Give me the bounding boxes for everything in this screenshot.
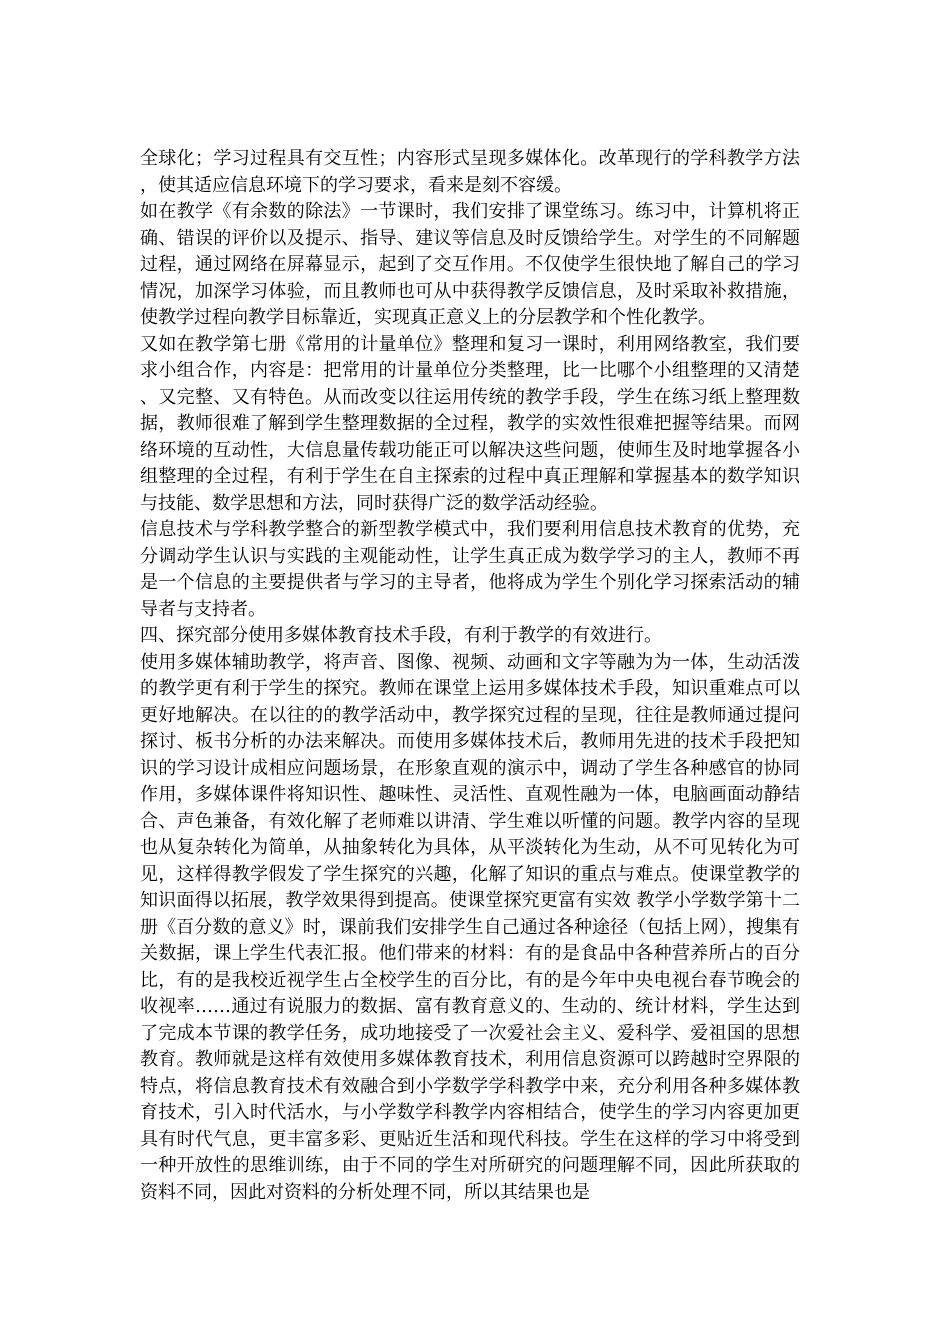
paragraph-measurement-units: 又如在教学第七册《常用的计量单位》整理和复习一课时，利用网络教室，我们要求小组合作，内容是：把常用的计量单位分类整理，比一比哪个小组整理的又清楚、又完整、又有特色。从而改变以往运用传统的教学手段，学生在练习纸上整理数据，教师很难了解到学生整理数据的全过程，教学的实效性很难把握等结果。而网络环境的互动性，大信息量传载功能正可以解决这些问题，使师生及时地掌握各小组整理的全过程，有利于学生在自主探索的过程中真正理解和掌握基本的数学知识与技能、数学思想和方法，同时获得广泛的数学活动经验。 bbox=[140, 333, 800, 514]
paragraph-integration-model: 信息技术与学科教学整合的新型教学模式中，我们要利用信息技术教育的优势，充分调动学生认识与实践的主观能动性，让学生真正成为数学学习的主人，教师不再是一个信息的主要提供者与学习的主导者，他将成为学生个别化学习探索活动的辅导者与支持者。 bbox=[140, 519, 800, 620]
document-body bbox=[140, 146, 800, 1206]
paragraph-division-with-remainder: 如在教学《有余数的除法》一节课时，我们安排了课堂练习。练习中，计算机将正确、错误的评价以及提示、指导、建议等信息及时反馈给学生。对学生的不同解题过程，通过网络在屏幕显示，起到了交互作用。不仅使学生很快地了解自己的学习情况，加深学习体验，而且教师也可从中获得教学反馈信息，及时采取补救措施，使教学过程向教学目标靠近，实现真正意义上的分层教学和个性化教学。 bbox=[140, 201, 800, 328]
paragraph-globalization: 全球化；学习过程具有交互性；内容形式呈现多媒体化。改革现行的学科教学方法，使其适应信息环境下的学习要求，看来是刻不容缓。 bbox=[140, 148, 800, 196]
section-heading-four: 四、探究部分使用多媒体教育技术手段，有利于教学的有效进行。 bbox=[140, 625, 662, 646]
paragraph-multimedia-teaching: 使用多媒体辅助教学，将声音、图像、视频、动画和文字等融为为一体，生动活泼的教学更有利于学生的探究。教师在课堂上运用多媒体技术手段，知识重难点可以更好地解决。在以往的的教学活动中，教学探究过程的呈现，往往是教师通过提问探讨、板书分析的办法来解决。而使用多媒体技术后，教师用先进的技术手段把知识的学习设计成相应问题场景，在形象直观的演示中，调动了学生各种感官的协同作用，多媒体课件将知识性、趣味性、灵活性、直观性融为一体，电脑画面动静结合、声色兼备，有效化解了老师难以讲清、学生难以听懂的问题。教学内容的呈现也从复杂转化为简单，从抽象转化为具体，从平淡转化为生动，从不可见转化为可见，这样得教学假发了学生探究的兴趣，化解了知识的重点与难点。使课堂教学的知识面得以拓展，教学效果得到提高。使课堂探究更富有实效 教学小学数学第十二册《百分数的意义》时，课前我们安排学生自己通过各种途径（包括上网），搜集有关数据，课上学生代表汇报。他们带来的材料：有的是食品中各种营养所占的百分比，有的是我校近视学生占全校学生的百分比，有的是今年中央电视台春节晚会的收视率……通过有说服力的数据、富有教育意义的、生动的、统计材料，学生达到了完成本节课的教学任务，成功地接受了一次爱社会主义、爱科学、爱祖国的思想教育。教师就是这样有效使用多媒体教育技术，利用信息资源可以跨越时空界限的特点，将信息教育技术有效融合到小学数学学科教学中来，充分利用各种多媒体教育技术，引入时代活水，与小学数学科教学内容相结合，使学生的学习内容更加更具有时代气息，更丰富多彩、更贴近生活和现代科技。学生在这样的学习中将受到一种开放性的思维训练，由于不同的学生对所研究的问题理解不同，因此所获取的资料不同，因此对资料的分析处理不同，所以其结果也是 bbox=[140, 651, 800, 1203]
